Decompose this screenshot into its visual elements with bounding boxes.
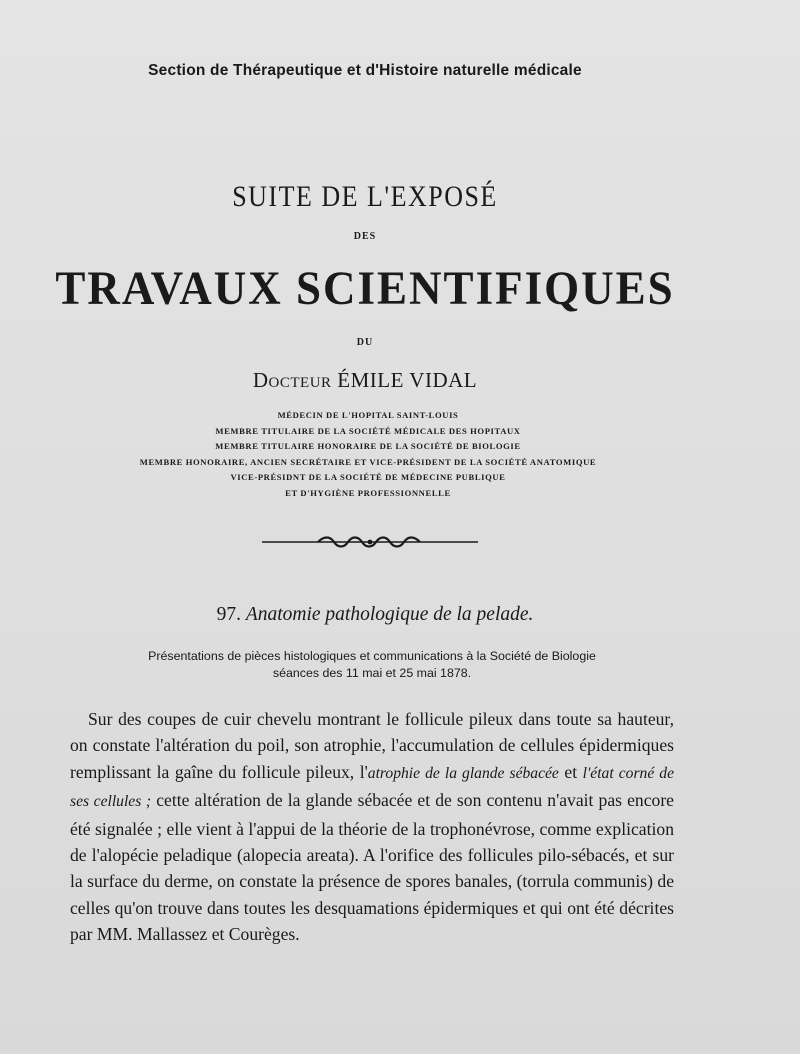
article-heading: [0, 604, 750, 626]
author-fullname: ÉMILE VIDAL: [337, 368, 478, 392]
title-connector-des: DES: [353, 231, 377, 242]
body-italic-run: atrophie de la glande sébacée: [367, 764, 559, 782]
author-title-line: MÉDECIN DE L'HOPITAL SAINT-LOUIS: [277, 410, 459, 420]
author-title-line: MEMBRE TITULAIRE HONORAIRE DE LA SOCIÉTÉ DE BIOLOGIE: [215, 441, 521, 452]
author-title-line: ET D'HYGIÈNE PROFESSIONNELLE: [285, 487, 451, 498]
article-subheading: [0, 648, 744, 682]
main-title: TRAVAUX SCIENTIFIQUES: [55, 261, 675, 315]
article-number: 97.: [216, 604, 241, 625]
body-text-run: et: [558, 761, 583, 782]
ornament-divider: [262, 534, 478, 550]
body-text-run: Sur des coupes de cuir chevelu montrant le follicule pileux dans toute sa hauteur, on constate l'altération du poil, son atrophie, l'accumulation de cellules épidermiques remplissant la gaîne du follicule pileux, l': [70, 709, 674, 782]
body-text-run: cette altération de la glande sébacée et de son contenu n'avait pas encore été signalée ; elle vient à l'appui de la théorie de la trophonévrose, comme explication de l'alopécie peladique (alopecia areata). A l'orifice des follicules pilo-sébacés, et sur la surface du derme, on constate la présence de spores banales, (torrula communis) de celles qu'on trouve dans toutes les desquamations épidermiques et qui ont été décrites par MM. Mallassez et Courèges.: [70, 790, 674, 945]
subheading-line: séances des 11 mai et 25 mai 1878.: [272, 666, 472, 680]
subheading-line: Présentations de pièces histologiques et communications à la Société de Biologie: [148, 649, 596, 663]
author-title-line: MEMBRE HONORAIRE, ANCIEN SECRÉTAIRE ET VICE-PRÉSIDENT DE LA SOCIÉTÉ ANATOMIQUE: [139, 456, 597, 467]
author-titles: [0, 408, 736, 502]
article-title: Anatomie pathologique de la pelade.: [245, 604, 534, 625]
body-paragraph: [70, 706, 674, 948]
title-line-1: SUITE DE L'EXPOSÉ: [232, 180, 498, 213]
section-header: Section de Thérapeutique et d'Histoire naturelle médicale: [148, 62, 582, 79]
author-title-line: VICE-PRÉSIDNT DE LA SOCIÉTÉ DE MÉDECINE PUBLIQUE: [230, 472, 506, 483]
title-connector-du: DU: [356, 337, 374, 348]
body-text: [70, 706, 674, 948]
author-prefix: Docteur: [252, 368, 332, 392]
body-italic-run: l'état corné de ses cellules ;: [70, 764, 674, 811]
author-name: [0, 368, 730, 393]
author-title-line: MEMBRE TITULAIRE DE LA SOCIÉTÉ MÉDICALE DES HOPITAUX: [215, 425, 521, 436]
